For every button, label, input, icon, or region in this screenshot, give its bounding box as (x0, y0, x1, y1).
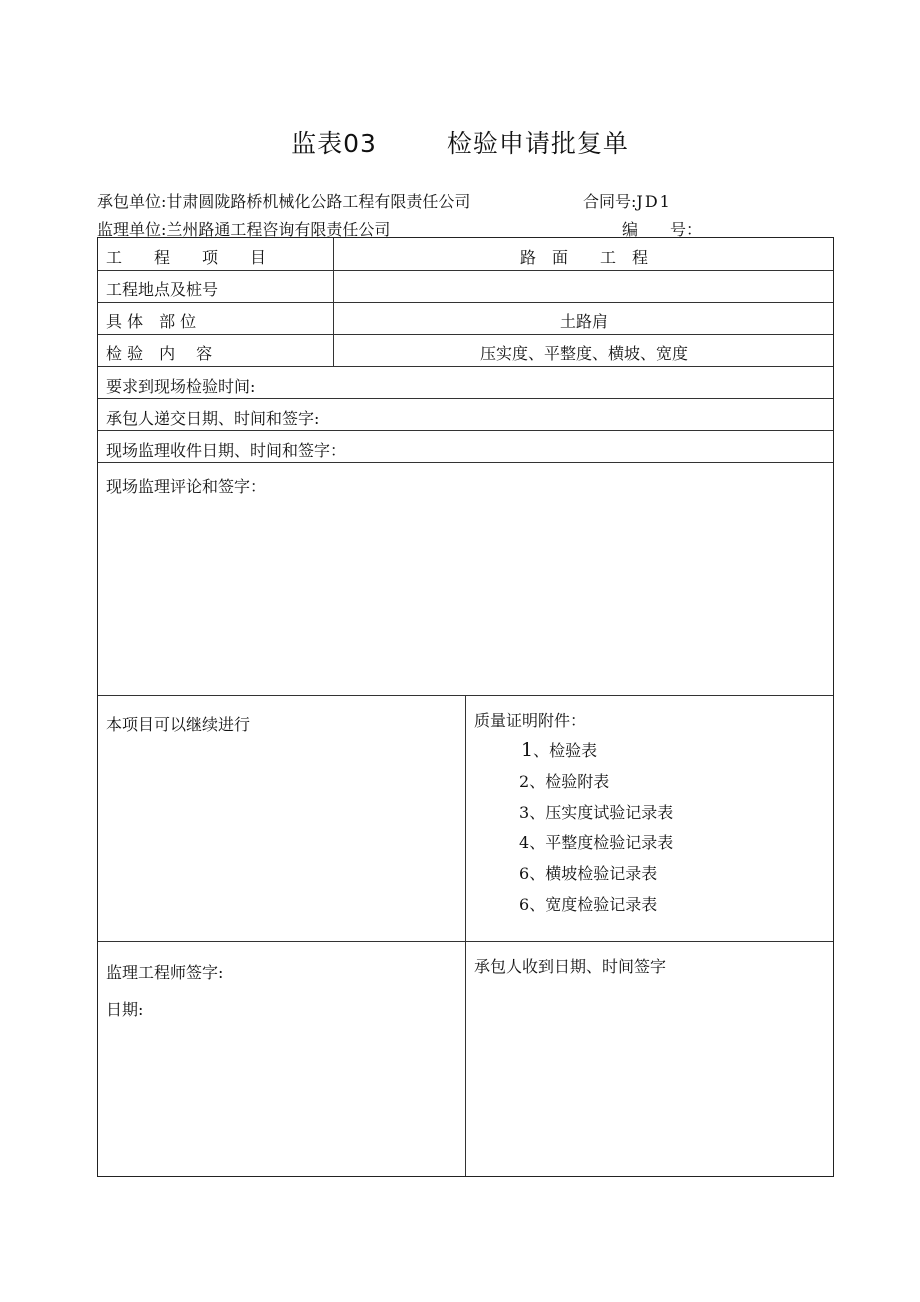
attachment-text: 、横坡检验记录表 (529, 864, 658, 883)
attachment-text: 、检验表 (533, 741, 598, 760)
contractor-receive-label: 承包人收到日期、时间签字 (474, 957, 667, 976)
inspection-form-table (97, 237, 834, 1177)
content-label: 检 验 内 容 (106, 344, 213, 363)
contract-no (583, 189, 672, 212)
form-name: 检验申请批复单 (446, 129, 629, 158)
supervisor-value: 兰州路通工程咨询有限责任公司 (166, 220, 391, 239)
content-value: 压实度、平整度、横坡、宽度 (479, 344, 688, 363)
row-divider (98, 302, 833, 303)
comment-label: 现场监理评论和签字： (106, 477, 267, 496)
date-label: 日期: (106, 1000, 144, 1019)
attachment-text: 、平整度检验记录表 (529, 833, 674, 852)
supervisor-label: 监理单位: (97, 220, 167, 239)
attachment-item (519, 861, 657, 884)
engineer-sign-label: 监理工程师签字: (106, 963, 224, 982)
attachment-item (519, 830, 673, 853)
part-label: 具 体 部 位 (106, 312, 197, 331)
project-label: 工 程 项 目 (106, 248, 267, 267)
attachment-num: 6 (519, 864, 530, 883)
row-divider (98, 462, 833, 463)
contractor-submit-label: 承包人递交日期、时间和签字: (106, 409, 320, 428)
project-value: 路 面 工 程 (519, 248, 648, 267)
contractor-line (97, 189, 470, 212)
attachment-text: 、检验附表 (529, 772, 610, 791)
location-label: 工程地点及桩号 (106, 280, 219, 299)
receive-label: 现场监理收件日期、时间和签字： (106, 441, 347, 460)
attachment-num: 4 (519, 833, 530, 852)
attachment-item (521, 738, 597, 761)
attachment-text: 、宽度检验记录表 (529, 895, 658, 914)
attachment-num: 3 (519, 803, 530, 822)
decision-text: 本项目可以继续进行 (106, 715, 251, 734)
inspection-time-label: 要求到现场检验时间: (106, 377, 256, 396)
attachment-item (519, 769, 609, 792)
attachment-item (519, 892, 657, 915)
contract-no-label: 合同号: (583, 192, 637, 211)
form-code: 监表03 (291, 129, 377, 158)
page-title (0, 124, 920, 160)
attachments-title: 质量证明附件： (474, 711, 587, 730)
contract-no-value: JD1 (636, 192, 672, 211)
attachment-num: 1 (521, 739, 534, 761)
serial-label: 编 号： (622, 220, 703, 239)
row-divider (98, 334, 833, 335)
attachment-num: 6 (519, 895, 530, 914)
contractor-label: 承包单位: (97, 192, 167, 211)
row-divider (98, 366, 833, 367)
attachment-num: 2 (519, 772, 530, 791)
attachment-item (519, 800, 673, 823)
attachment-text: 、压实度试验记录表 (529, 803, 674, 822)
row-divider (98, 430, 833, 431)
part-value: 土路肩 (559, 312, 608, 331)
row-divider (98, 270, 833, 271)
row-divider (98, 398, 833, 399)
contractor-value: 甘肃圆陇路桥机械化公路工程有限责任公司 (166, 192, 471, 211)
column-divider (465, 695, 466, 1176)
